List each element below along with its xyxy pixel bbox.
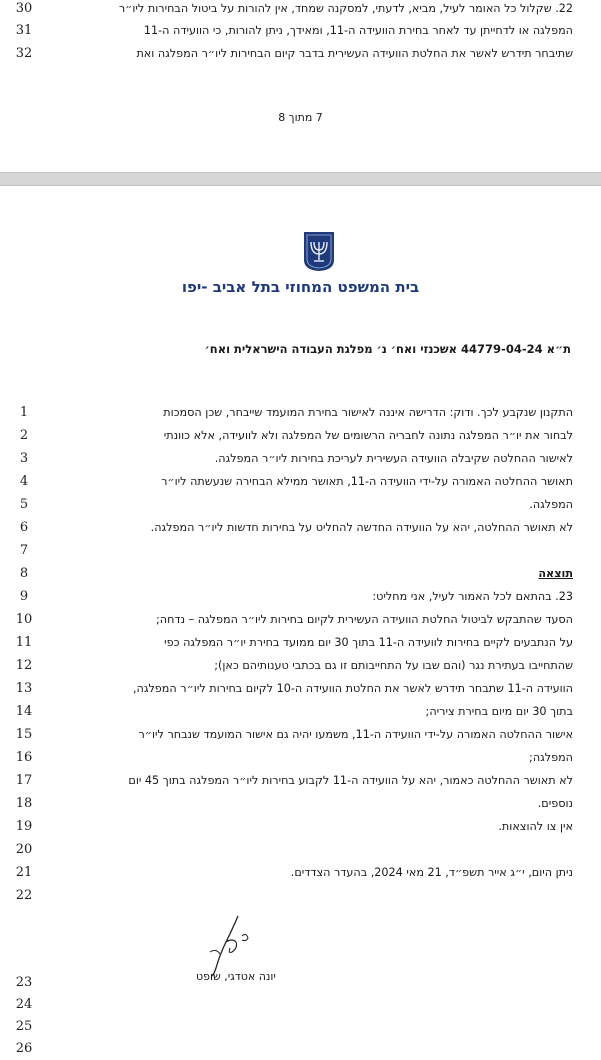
- line-text: התקנון שנקבע לכך. ודוק: הדרישה איננה לאישור בחירת המועמד שייבחר, שכן הסמכות: [163, 406, 573, 419]
- line-text: שהתחייבו בעתירת נגר (והם שבו על התחייבותם זו גם בכתבי טענותיהם כאן);: [214, 659, 573, 672]
- line-6: [0, 517, 601, 539]
- line-number: 30: [15, 1, 33, 16]
- line-text: אישור ההחלטה האמורה על-ידי הוועידה ה-11, משמעו יהיה גם אישור המועמד שנבחר ליו״ר: [138, 728, 573, 741]
- line-22: [0, 885, 601, 907]
- line-number: 26: [15, 1041, 33, 1056]
- line-text: לאישור ההחלטה שקיבלה הוועידה העשירית לעריכת בחירות ליו״ר המפלגה.: [214, 452, 573, 465]
- line-24: [0, 994, 601, 1016]
- case-title: ת״א 44779-04-24 אשכנזי ואח׳ נ׳ מפלגת העבודה הישראלית ואח׳: [204, 342, 571, 356]
- line-text: לא תאושר ההחלטה כאמור, יהא על הוועידה ה-11 לקבוע בחירות ליו״ר המפלגה בתוך 45 יום: [128, 774, 573, 787]
- line-number: 7: [19, 543, 29, 558]
- line-text: אין צו להוצאות.: [498, 820, 573, 833]
- line-number: 23: [15, 975, 33, 990]
- line-text: על הנתבעים לקיים בחירות לוועידה ה-11 בתוך 30 יום ממועד בחירת יו״ר המפלגה כפי: [164, 636, 573, 649]
- line-number: 32: [15, 46, 33, 61]
- line-text: שתיבחר תידרש לאשר את החלטת הוועידה העשירית בדבר קיום הבחירות ליו״ר המפלגה ואת: [136, 47, 573, 60]
- previous-page: [0, 0, 601, 172]
- line-15: [0, 724, 601, 746]
- line-11: [0, 632, 601, 654]
- handwritten-signature: [202, 912, 262, 978]
- line-number: 10: [15, 612, 33, 627]
- line-number: 3: [19, 451, 29, 466]
- line-4: [0, 471, 601, 493]
- line-text: תאושר ההחלטה האמורה על-ידי הוועידה ה-11, תאושר ממילא הבחירה שנעשתה ליו״ר: [161, 475, 573, 488]
- line-number: 25: [15, 1019, 33, 1034]
- line-32: [0, 43, 601, 65]
- line-number: 9: [19, 589, 29, 604]
- line-number: 5: [19, 497, 29, 512]
- line-number: 16: [15, 750, 33, 765]
- line-text: הוועידה ה-11 שתבחר תידרש לאשר את החלטת הוועידה ה-10 לקיום בחירות ליו״ר המפלגה,: [132, 682, 573, 695]
- judge-signature-name: יונה אטדגי, שופט: [196, 970, 276, 983]
- line-text: נוספים.: [537, 797, 573, 810]
- page-separator: [0, 172, 601, 186]
- line-25: [0, 1016, 601, 1038]
- court-name: בית המשפט המחוזי בתל אביב -יפו: [181, 278, 420, 296]
- page-footer: 7 מתוך 8: [278, 111, 323, 124]
- line-number: 4: [19, 474, 29, 489]
- line-23: [0, 972, 601, 994]
- line-number: 2: [19, 428, 29, 443]
- line-number: 1: [19, 405, 29, 420]
- line-14: [0, 701, 601, 723]
- line-text: המפלגה;: [529, 751, 573, 764]
- line-2: [0, 425, 601, 447]
- line-number: 6: [19, 520, 29, 535]
- line-1: [0, 402, 601, 424]
- line-number: 15: [15, 727, 33, 742]
- line-26: [0, 1038, 601, 1060]
- line-text: לא תאושר ההחלטה, יהא על הוועידה החדשה להחליט על בחירות חדשות ליו״ר המפלגה.: [150, 521, 573, 534]
- line-number: 12: [15, 658, 33, 673]
- line-number: 21: [15, 865, 33, 880]
- line-3: [0, 448, 601, 470]
- line-text: בתוך 30 יום מיום בחירת ציריה;: [425, 705, 573, 718]
- line-30: [0, 0, 601, 20]
- line-number: 17: [15, 773, 33, 788]
- line-text: 23. בהתאם לכל האמור לעיל, אני מחליט:: [372, 590, 573, 603]
- line-number: 8: [19, 566, 29, 581]
- line-text: לבחור את יו״ר המפלגה נתונה לחבריה הרשומים של המפלגה ולא לוועידה, אלא כוונתי: [163, 429, 573, 442]
- line-10: [0, 609, 601, 631]
- line-number: 13: [15, 681, 33, 696]
- line-9: [0, 586, 601, 608]
- line-number: 18: [15, 796, 33, 811]
- line-16: [0, 747, 601, 769]
- line-5: [0, 494, 601, 516]
- line-12: [0, 655, 601, 677]
- line-7: [0, 540, 601, 562]
- current-page: [0, 186, 601, 1059]
- line-text: 22. שקלול כל האומר לעיל, מביא, לדעתי, למסקנה שמחד, אין להורות על ביטול הבחירות ליו״ר: [118, 2, 573, 15]
- line-number: 22: [15, 888, 33, 903]
- line-text: ניתן היום, י״ג אייר תשפ״ד, 21 מאי 2024, בהעדר הצדדים.: [290, 866, 573, 879]
- line-21: [0, 862, 601, 884]
- line-13: [0, 678, 601, 700]
- line-number: 19: [15, 819, 33, 834]
- line-number: 20: [15, 842, 33, 857]
- state-emblem-icon: [302, 230, 336, 272]
- line-number: 14: [15, 704, 33, 719]
- line-20: [0, 839, 601, 861]
- line-17: [0, 770, 601, 792]
- line-19: [0, 816, 601, 838]
- section-heading: תוצאה: [538, 567, 573, 580]
- line-text: המפלגה.: [529, 498, 573, 511]
- line-18: [0, 793, 601, 815]
- line-number: 24: [15, 997, 33, 1012]
- line-text: המפלגה או לדחייתן עד לאחר בחירת הוועידה ה-11, ומאידך, ניתן להורות, כי הוועידה ה-11: [143, 24, 573, 37]
- line-number: 11: [15, 635, 33, 650]
- line-31: [0, 20, 601, 42]
- line-number: 31: [15, 23, 33, 38]
- line-text: הסעד שהתבקש לביטול החלטת הוועידה העשירית לקיום בחירות ליו״ר המפלגה – נדחה;: [156, 613, 573, 626]
- line-8: [0, 563, 601, 585]
